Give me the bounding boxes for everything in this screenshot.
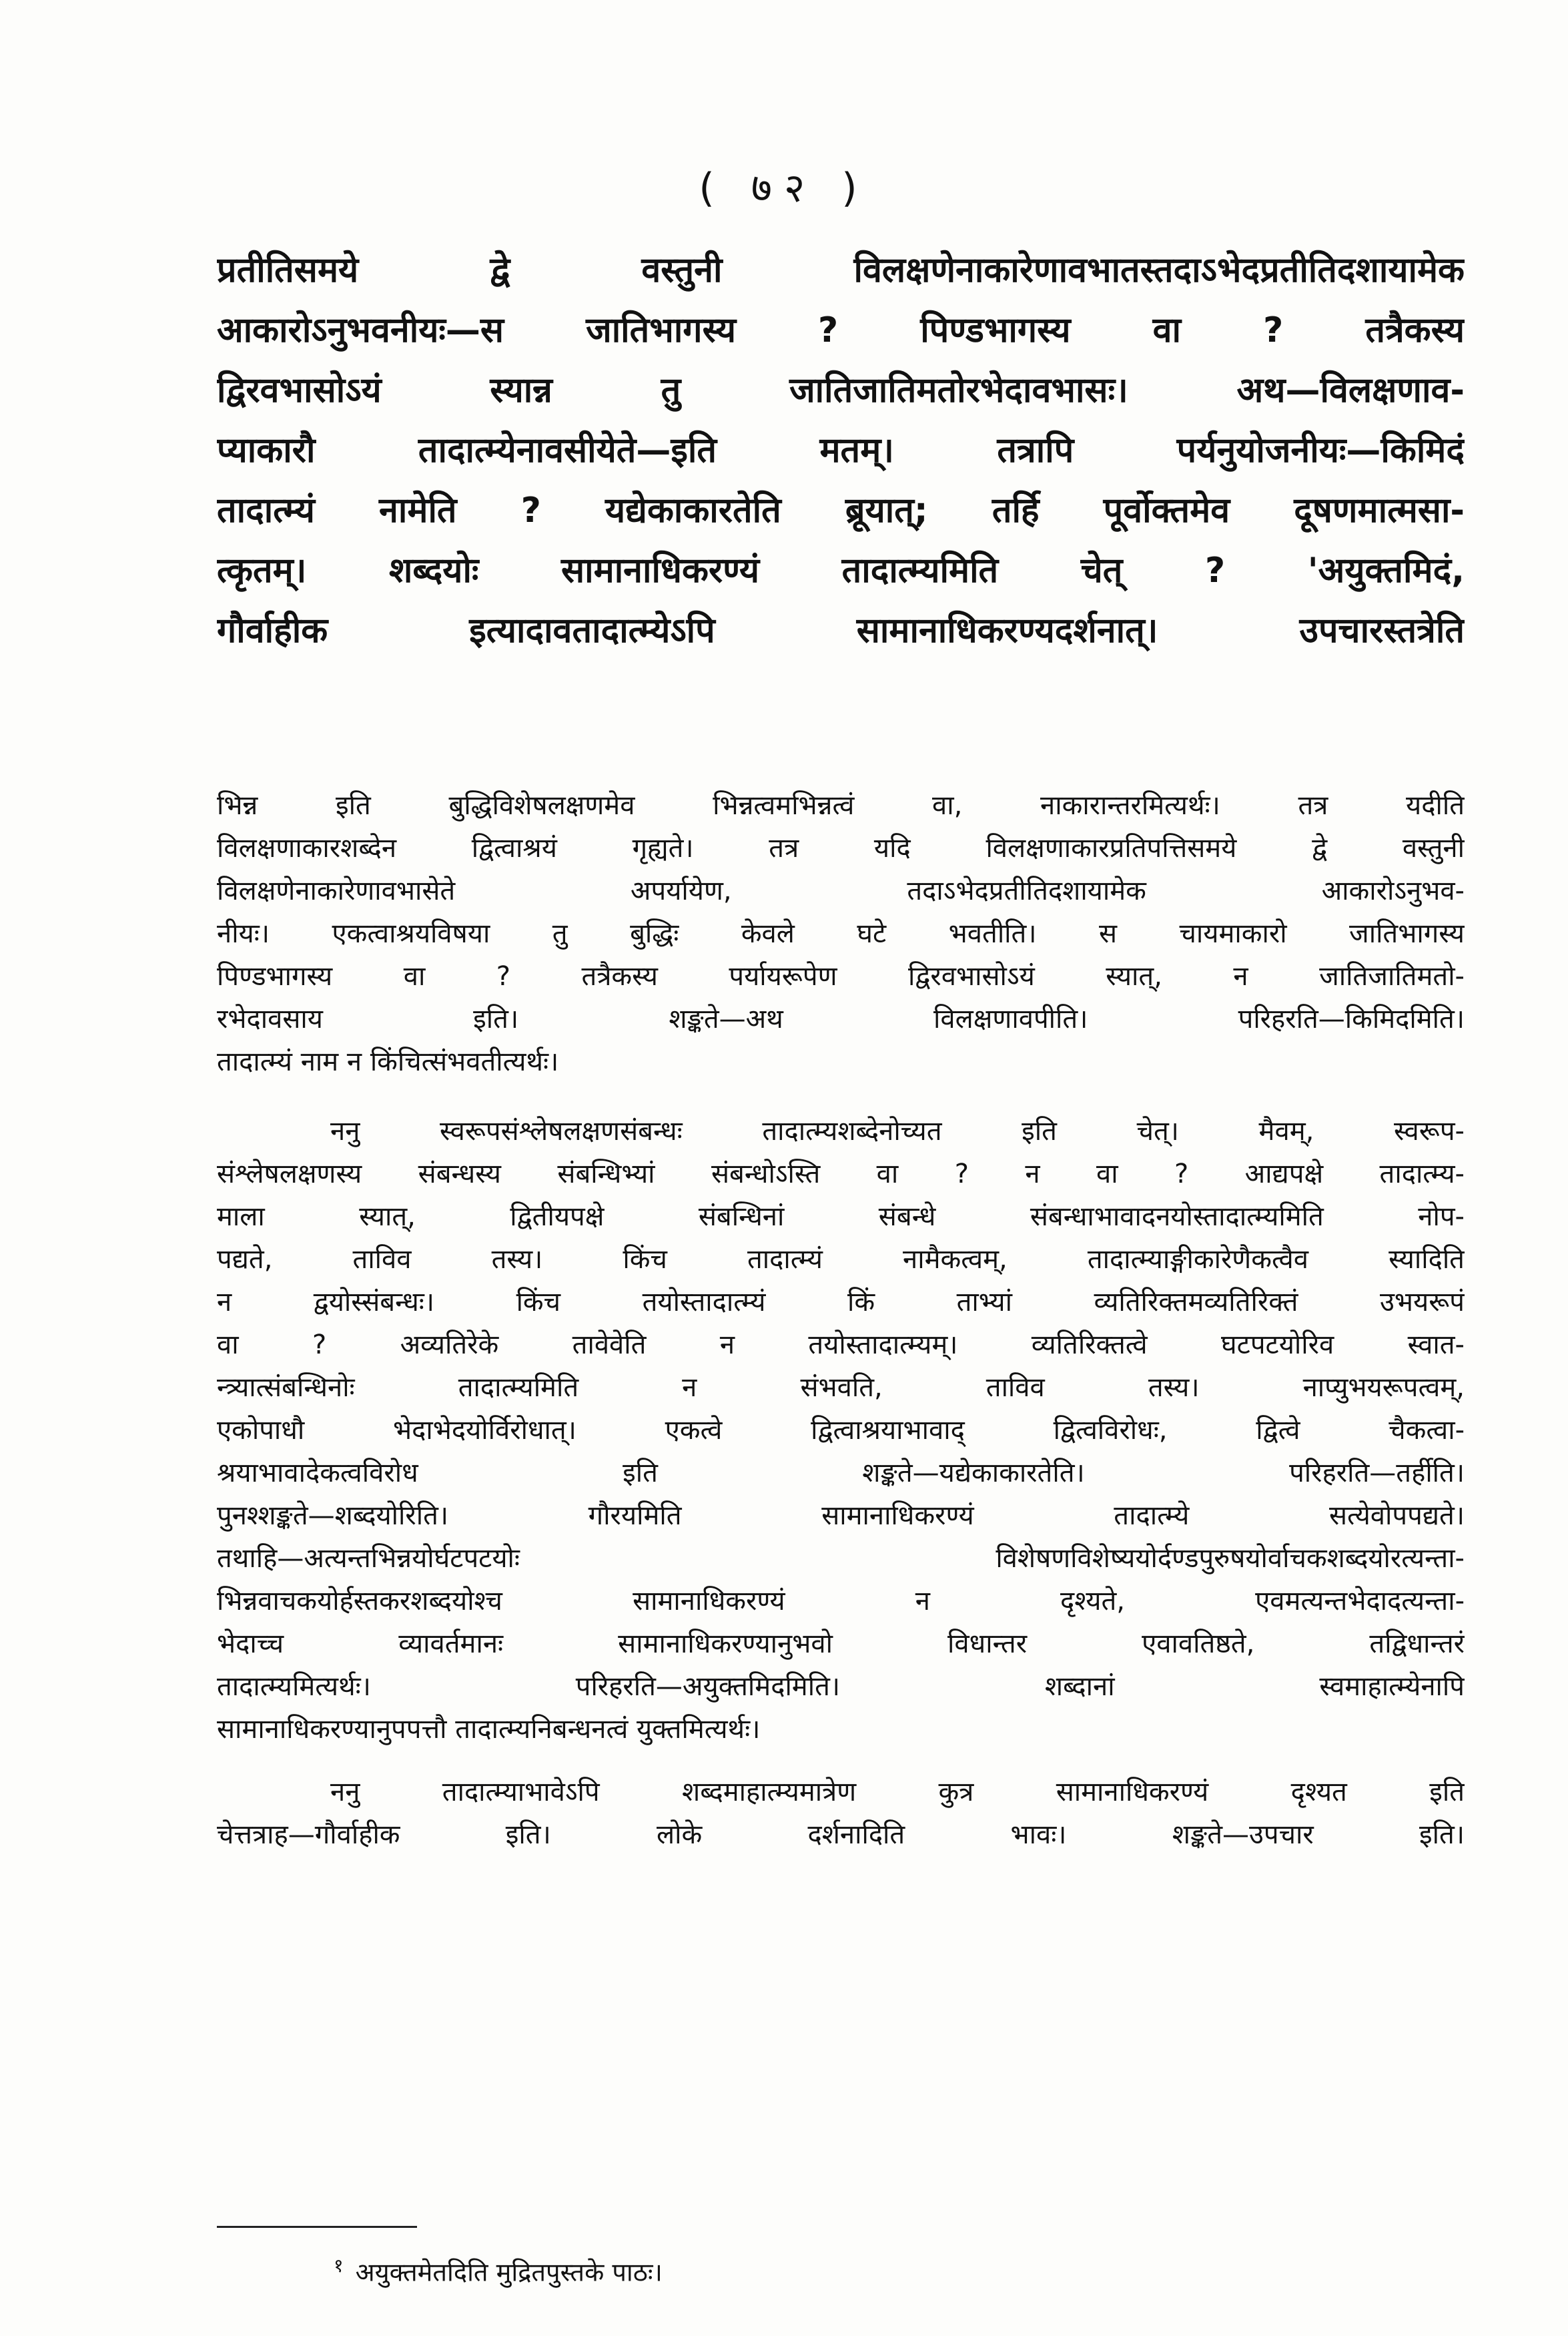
commentary-line: तादात्म्यमित्यर्थः। परिहरति—अयुक्तमिदमिति। शब्दानां स्वमाहात्म्येनापि [217,1671,1465,1702]
footnote-marker: १ [334,2255,344,2277]
commentary-line: पुनश्शङ्कते—शब्दयोरिति। गौरयमिति सामानाधिकरण्यं तादात्म्ये सत्येवोपपद्यते। [217,1500,1465,1531]
commentary-line: एकोपाधौ भेदाभेदयोर्विरोधात्। एकत्वे द्वित्वाश्रयाभावाद् द्वित्वविरोधः, द्वित्वे चैकत्वा- [217,1415,1465,1446]
commentary-line: श्रयाभावादेकत्वविरोध इति शङ्कते—यद्येकाकारतेति। परिहरति—तर्हीति। [217,1458,1465,1488]
paragraph-spacer [217,1751,1465,1771]
commentary-paragraph [217,784,1465,1083]
paragraph-spacer [217,1083,1465,1110]
commentary-line: संश्लेषलक्षणस्य संबन्धस्य संबन्धिभ्यां संबन्धोऽस्ति वा ? न वा ? आद्यपक्षे तादात्म्य- [217,1159,1465,1189]
commentary-line: ननु स्वरूपसंश्लेषलक्षणसंबन्धः तादात्म्यशब्देनोच्यत इति चेत्। मैवम्, स्वरूप- [330,1116,1465,1147]
commentary-text [217,784,1465,1856]
main-text-line: तादात्म्यं नामेति ? यद्येकाकारतेति ब्रूयात्; तर्हि पूर्वोक्तमेव दूषणमात्मसा- [217,491,1465,531]
commentary-line: चेत्तत्राह—गौर्वाहीक इति। लोके दर्शनादिति भावः। शङ्कते—उपचार इति। [217,1819,1465,1850]
commentary-paragraph [217,1110,1465,1751]
commentary-line: तथाहि—अत्यन्तभिन्नयोर्घटपटयोः विशेषणविशेष्ययोर्दण्डपुरुषयोर्वाचकशब्दयोरत्यन्ता- [217,1543,1465,1574]
footnote-text: अयुक्तमेतदिति मुद्रितपुस्तके पाठः। [355,2257,663,2287]
commentary-line: नीयः। एकत्वाश्रयविषया तु बुद्धिः केवले घटे भवतीति। स चायमाकारो जातिभागस्य [217,918,1465,949]
main-text-line: त्कृतम्। शब्दयोः सामानाधिकरण्यं तादात्म्यमिति चेत् ? 'अयुक्तमिदं, [217,551,1465,591]
main-text-line: गौर्वाहीक इत्यादावतादात्म्येऽपि सामानाधिकरण्यदर्शनात्। उपचारस्तत्रेति [217,611,1465,651]
main-text-line: प्याकारौ तादात्म्येनावसीयेते—इति मतम्। तत्रापि पर्यनुयोजनीयः—किमिदं [217,430,1465,471]
page-number: ( ७२ ) [699,165,869,212]
commentary-line: न्त्र्यात्संबन्धिनोः तादात्म्यमिति न संभवति, ताविव तस्य। नाप्युभयरूपत्वम्, [217,1372,1465,1403]
commentary-line: पद्यते, ताविव तस्य। किंच तादात्म्यं नामैकत्वम्, तादात्म्याङ्गीकारेणैकत्वैव स्यादिति [217,1244,1465,1275]
main-text-line: प्रतीतिसमये द्वे वस्तुनी विलक्षणेनाकारेणावभातस्तदाऽभेदप्रतीतिदशायामेक [217,250,1465,290]
commentary-line: विलक्षणाकारशब्देन द्वित्वाश्रयं गृह्यते। तत्र यदि विलक्षणाकारप्रतिपत्तिसमये द्वे वस्तुनी [217,833,1465,864]
commentary-line: विलक्षणेनाकारेणावभासेते अपर्यायेण, तदाऽभेदप्रतीतिदशायामेक आकारोऽनुभव- [217,876,1465,906]
footnote-divider [217,2226,417,2228]
commentary-line: पिण्डभागस्य वा ? तत्रैकस्य पर्यायरूपेण द्विरवभासोऽयं स्यात्, न जातिजातिमतो- [217,961,1465,992]
commentary-line: वा ? अव्यतिरेके तावेवेति न तयोस्तादात्म्यम्। व्यतिरिक्तत्वे घटपटयोरिव स्वात- [217,1330,1465,1360]
commentary-line: भिन्नवाचकयोर्हस्तकरशब्दयोश्च सामानाधिकरण्यं न दृश्यते, एवमत्यन्तभेदादत्यन्ता- [217,1586,1465,1617]
main-text-line: आकारोऽनुभवनीयः—स जातिभागस्य ? पिण्डभागस्य वा ? तत्रैकस्य [217,310,1465,350]
commentary-paragraph [217,1771,1465,1856]
footnote [334,2253,663,2289]
commentary-line: माला स्यात्, द्वितीयपक्षे संबन्धिनां संबन्धे संबन्धाभावादनयोस्तादात्म्यमिति नोप- [217,1201,1465,1232]
commentary-line: भेदाच्च व्यावर्तमानः सामानाधिकरण्यानुभवो विधान्तर एवावतिष्ठते, तद्विधान्तरं [217,1629,1465,1659]
main-text-line: द्विरवभासोऽयं स्यान्न तु जातिजातिमतोरभेदावभासः। अथ—विलक्षणाव- [217,370,1465,410]
commentary-line: ननु तादात्म्याभावेऽपि शब्दमाहात्म्यमात्रेण कुत्र सामानाधिकरण्यं दृश्यत इति [330,1777,1465,1807]
commentary-line: तादात्म्यं नाम न किंचित्संभवतीत्यर्थः। [217,1047,559,1077]
commentary-line: रभेदावसाय इति। शङ्कते—अथ विलक्षणावपीति। परिहरति—किमिदमिति। [217,1004,1465,1035]
commentary-line: सामानाधिकरण्यानुपपत्तौ तादात्म्यनिबन्धनत्वं युक्तमित्यर्थः। [217,1714,761,1745]
commentary-line: भिन्न इति बुद्धिविशेषलक्षणमेव भिन्नत्वमभिन्नत्वं वा, नाकारान्तरमित्यर्थः। तत्र यदीति [217,790,1465,821]
commentary-line: न द्वयोस्संबन्धः। किंच तयोस्तादात्म्यं किं ताभ्यां व्यतिरिक्तमव्यतिरिक्तं उभयरूपं [217,1287,1465,1318]
main-verse-text [217,240,1465,661]
